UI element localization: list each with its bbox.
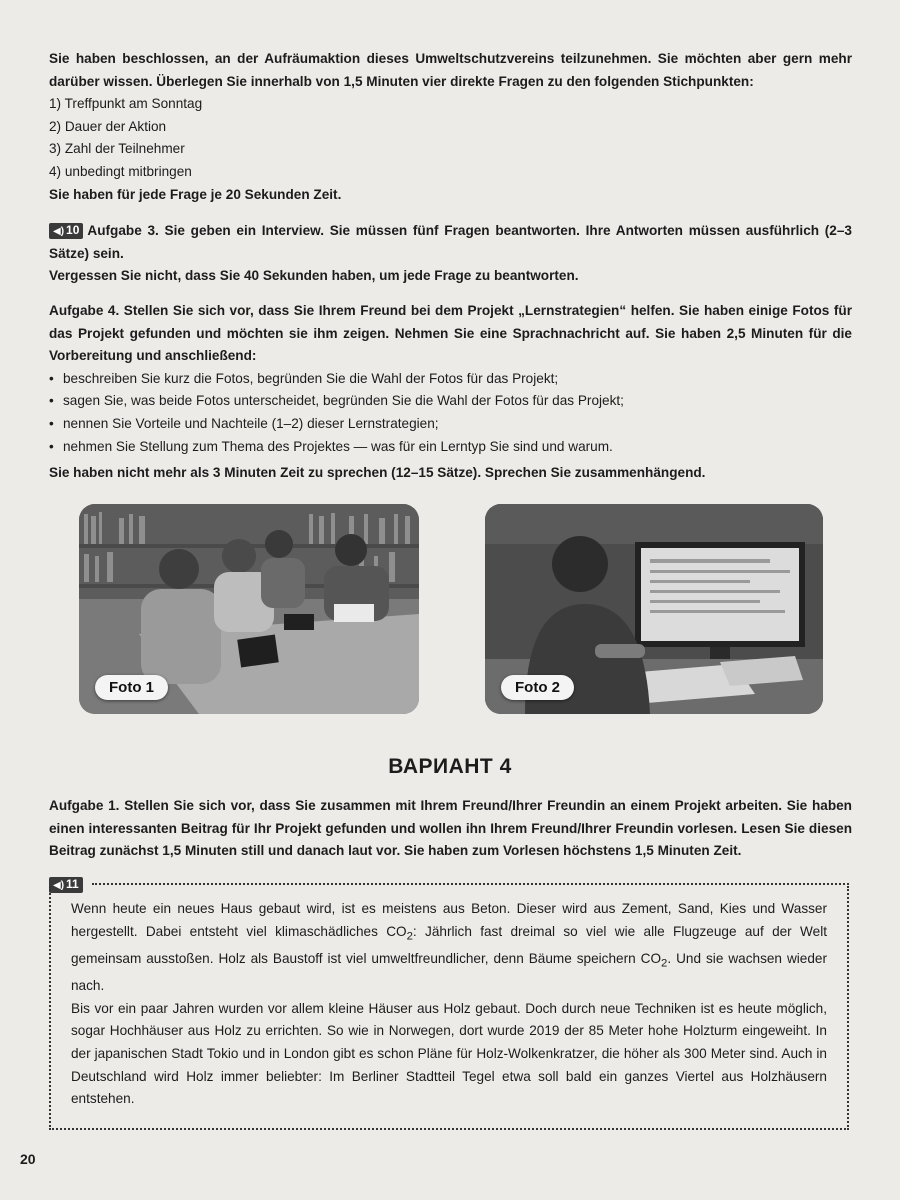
variant-title: ВАРИАНТ 4	[388, 755, 512, 778]
aufgabe-4-bullets	[49, 368, 852, 458]
point-1: 1) Treffpunkt am Sonntag	[49, 96, 203, 112]
questions-intro: Sie haben beschlossen, an der Aufräumaktion dieses Umweltschutzvereins teilzunehmen. Sie möchten aber gern mehr darüber wissen. Überlegen Sie innerhalb von 1,5 Minuten vier direkte Fragen zu den folgenden Stichpunkten:	[49, 51, 852, 89]
reading-paragraph-1: Wenn heute ein neues Haus gebaut wird, ist es meistens aus Beton. Dieser wird aus Zement, Sand, Kies und Wasser hergestellt. Dabei entsteht viel klimaschädliches $CO_2$: Jährlich fast dreimal so viel wie alle Flugzeuge auf der Welt gemeinsam ausstoßen. Holz als Baustoff ist viel umweltfreundlicher, denn Bäume speichern $CO_2$. Und sie wachsen wieder nach.	[71, 901, 827, 994]
audio-track-number: 11	[66, 877, 79, 891]
page-number: 20	[20, 1151, 36, 1167]
aufgabe-3	[49, 220, 852, 288]
aufgabe-4-note: Sie haben nicht mehr als 3 Minuten Zeit zu sprechen (12–15 Sätze). Sprechen Sie zusammenhängend.	[49, 465, 706, 481]
point-4: 4) unbedingt mitbringen	[49, 163, 192, 179]
audio-track-badge[interactable]	[49, 223, 83, 239]
aufgabe-3-note: Vergessen Sie nicht, dass Sie 40 Sekunden haben, um jede Frage zu beantworten.	[49, 268, 579, 284]
bullet-item: • nehmen Sie Stellung zum Thema des Projektes — was für ein Lerntyp Sie sind und warum.	[49, 436, 852, 459]
photo-2-label: Foto 2	[501, 675, 574, 700]
reading-paragraph-2: Bis vor ein paar Jahren wurden vor allem kleine Häuser aus Holz gebaut. Doch durch neue Techniken ist es heute möglich, sogar Hochhäuser aus Holz zu errichten. So wie in Norwegen, dort wurde 2019 der 85 Meter hohe Holzturm eingeweiht. In der japanischen Stadt Tokio und in London gibt es schon Pläne für Holz-Wolkenkratzer, die höher als 300 Meter sind. Auch in Deutschland wird Holz immer beliebter: Im Berliner Stadtteil Tegel etwa soll bald ein ganzes Viertel aus Holzhäusern entstehen.	[71, 1000, 827, 1107]
variant-aufgabe-1	[49, 795, 852, 863]
reading-text-box	[49, 886, 849, 1130]
section-questions	[49, 48, 852, 206]
photo-2	[485, 504, 823, 714]
aufgabe-4-text: Aufgabe 4. Stellen Sie sich vor, dass Sie Ihrem Freund bei dem Projekt „Lernstrategien“ helfen. Sie haben einige Fotos für das Projekt gefunden und möchten sie ihm zeigen. Nehmen Sie eine Sprachnachricht auf. Sie haben 2,5 Minuten für die Vorbereitung und anschließend:	[49, 303, 852, 364]
audio-track-number: 10	[66, 223, 80, 237]
bullet-item: • sagen Sie, was beide Fotos unterscheidet, begründen Sie die Wahl der Fotos für das Projekt;	[49, 390, 852, 413]
photo-1-label: Foto 1	[95, 675, 168, 700]
bullet-item: • beschreiben Sie kurz die Fotos, begründen Sie die Wahl der Fotos für das Projekt;	[49, 368, 852, 391]
bullet-item: • nennen Sie Vorteile und Nachteile (1–2) dieser Lernstrategien;	[49, 413, 852, 436]
point-2: 2) Dauer der Aktion	[49, 118, 167, 134]
point-3: 3) Zahl der Teilnehmer	[49, 141, 185, 157]
speaker-icon: ◀)	[53, 226, 65, 237]
aufgabe-3-text: Aufgabe 3. Sie geben ein Interview. Sie müssen fünf Fragen beantworten. Ihre Antworten müssen ausführlich (2–3 Sätze) sein.	[49, 223, 852, 261]
variant-aufgabe-1-text: Aufgabe 1. Stellen Sie sich vor, dass Sie zusammen mit Ihrem Freund/Ihrer Freundin an einem Projekt arbeiten. Sie haben einen interessanten Beitrag für Ihr Projekt gefunden und wollen ihn Ihrem Freund/Ihrer Freundin vorlesen. Lesen Sie diesen Beitrag zunächst 1,5 Minuten still und danach laut vor. Sie haben zum Vorlesen höchstens 1,5 Minuten Zeit.	[49, 798, 852, 859]
reading-box-top-border	[92, 883, 849, 885]
questions-time-note: Sie haben für jede Frage je 20 Sekunden Zeit.	[49, 186, 342, 202]
aufgabe-4	[49, 300, 852, 485]
speaker-icon: ◀)	[53, 880, 65, 891]
photo-1	[79, 504, 419, 714]
